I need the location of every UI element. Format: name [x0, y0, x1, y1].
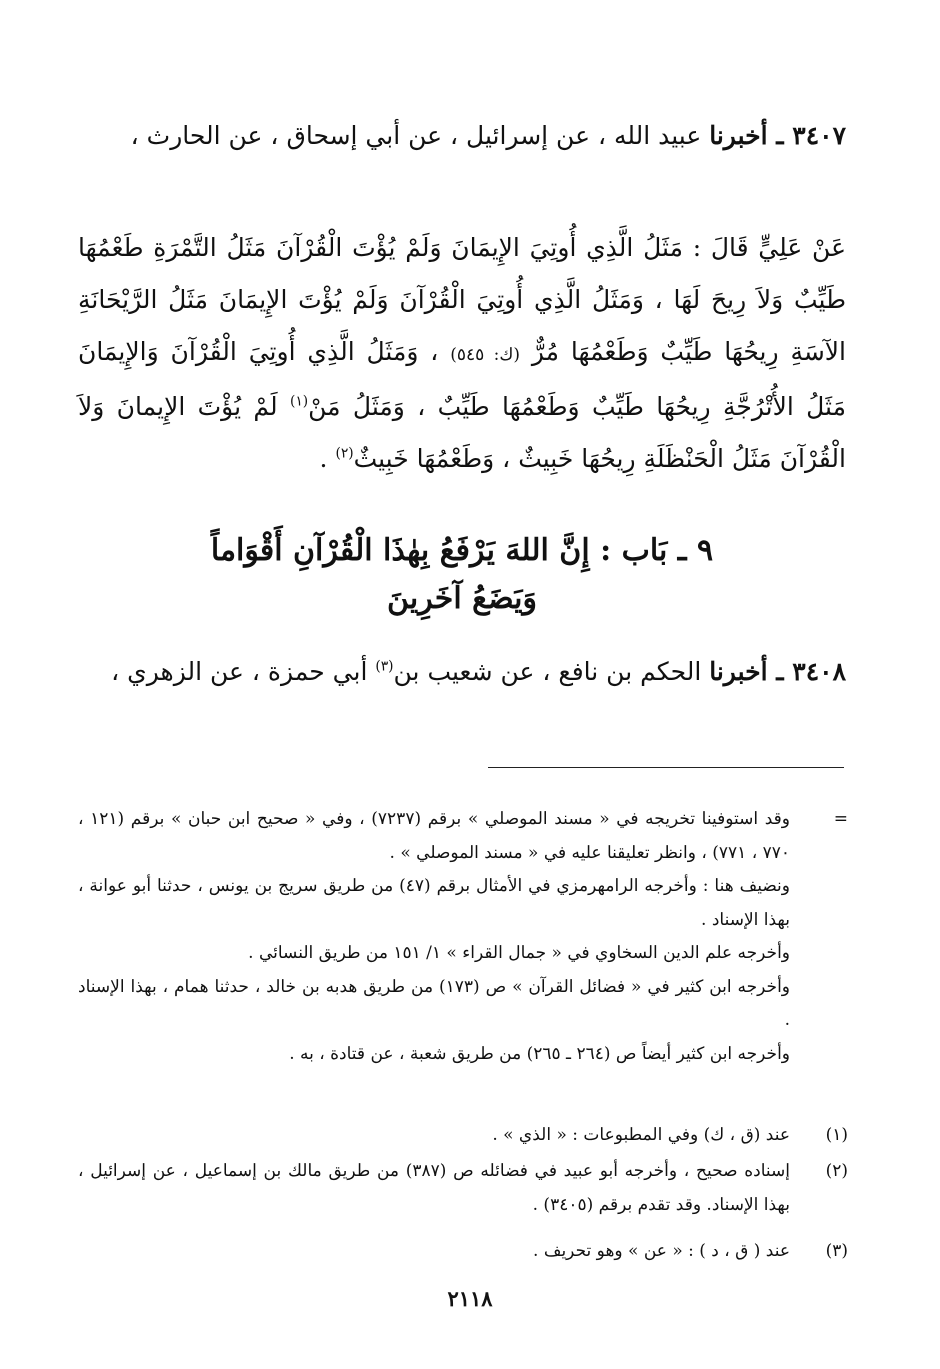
hadith-3407-matn — [78, 222, 846, 485]
footnote-text: عند (ق ، ك) وفي المطبوعات : « الذي » . — [492, 1125, 790, 1145]
hadith-number: ٣٤٠٧ ـ أخبرنا — [709, 121, 846, 150]
chapter-heading — [78, 527, 846, 623]
notes-block — [78, 803, 790, 1071]
matn-text: ، وَمَثَلُ الَّذِي أُوتِيَ الْقُرْآنَ وَالإِيمَانَ مَثَلُ الأُتْرُجَّةِ رِيحُهَا طَيِّبٌ وَطَعْمُهَا طَيِّبٌ ، وَمَثَلُ مَنْ — [78, 337, 846, 421]
chapter-title-line2: وَيَضَعُ آخَرِينَ — [387, 581, 537, 616]
page-reference: (ك: ٥٤٥) — [450, 345, 520, 365]
isnad-text: عبيد الله ، عن إسرائيل ، عن أبي إسحاق ، عن الحارث ، — [130, 121, 702, 150]
footnote-number: (١) — [825, 1125, 848, 1145]
chapter-title-line1: ٩ ـ بَاب : إِنَّ اللهَ يَرْفَعُ بِهٰذَا الْقُرْآنِ أَقْوَاماً — [210, 533, 714, 568]
isnad-text: الحكم بن نافع ، عن شعيب بن — [393, 657, 702, 686]
footnote-text: إسناده صحيح ، وأخرجه أبو عبيد في فضائله ص (٣٨٧) من طريق مالك بن إسماعيل ، عن إسرائيل ، بهذا الإسناد. وقد تقدم برقم (٣٤٠٥) . — [78, 1161, 790, 1215]
footnote-number: (٢) — [825, 1161, 848, 1181]
note-paragraph: ونضيف هنا : وأخرجه الرامهرمزي في الأمثال برقم (٤٧) من طريق سريج بن يونس ، حدثنا أبو عوانة ، بهذا الإسناد . — [78, 876, 791, 930]
matn-text: عَنْ عَلِيٍّ قَالَ : مَثَلُ الَّذِي أُوتِيَ الإِيمَانَ وَلَمْ يُؤْتَ الْقُرْآنَ مَثَلُ التَّمْرَةِ طَعْمُهَا طَيِّبٌ وَلاَ رِيحَ لَهَا ، وَمَثَلُ الَّذِي أُوتِيَ الْقُرْآنَ وَلَمْ يُؤْتَ الإِيمَانَ مَثَلُ الرَّيْحَانَةِ الآسَةِ رِيحُهَا طَيِّبٌ وَطَعْمُهَا مُرٌّ — [78, 233, 846, 366]
hadith-3407-isnad — [78, 110, 846, 162]
continuation-mark: = — [833, 809, 848, 829]
hadith-3408 — [78, 646, 846, 698]
matn-text: لَمْ يُؤْتَ الإِيمانَ وَلاَ الْقُرْآنَ مَثَلُ الْحَنْظَلَةِ رِيحُهَا خَبِيثٌ ، وَطَعْمُهَا خَبِيثٌ — [78, 392, 846, 473]
footnote-separator — [488, 767, 844, 768]
footnote-number: (٣) — [825, 1241, 848, 1261]
footnote-ref[interactable]: (٢) — [335, 445, 354, 462]
hadith-number: ٣٤٠٨ ـ أخبرنا — [709, 657, 846, 686]
footnote-text: عند ( ق ، د ) : « عن » وهو تحريف . — [533, 1241, 790, 1261]
end-mark: . — [319, 444, 328, 473]
note-paragraph: وأخرجه ابن كثير في « فضائل القرآن » ص (١٧٣) من طريق هدبه بن خالد ، حدثنا همام ، بهذا الإسناد . — [78, 976, 790, 1030]
page-number: ٢١١٨ — [447, 1286, 493, 1311]
footnote-ref[interactable]: (٣) — [375, 658, 394, 675]
footnote-ref[interactable]: (١) — [290, 393, 309, 410]
note-paragraph: وأخرجه ابن كثير أيضاً ص (٢٦٤ ـ ٢٦٥) من طريق شعبة ، عن قتادة ، به . — [289, 1043, 790, 1064]
note-paragraph: وأخرجه علم الدين السخاوي في « جمال القراء » ١/ ١٥١ من طريق النسائي . — [248, 943, 790, 963]
isnad-text: أبي حمزة ، عن الزهري ، — [111, 657, 368, 686]
note-paragraph: وقد استوفينا تخريجه في « مسند الموصلي » برقم (٧٢٣٧) ، وفي « صحيح ابن حبان » برقم (١٢١ ، ٧٧٠ ، ٧٧١) ، وانظر تعليقنا عليه في « مسند الموصلي » . — [78, 809, 790, 863]
